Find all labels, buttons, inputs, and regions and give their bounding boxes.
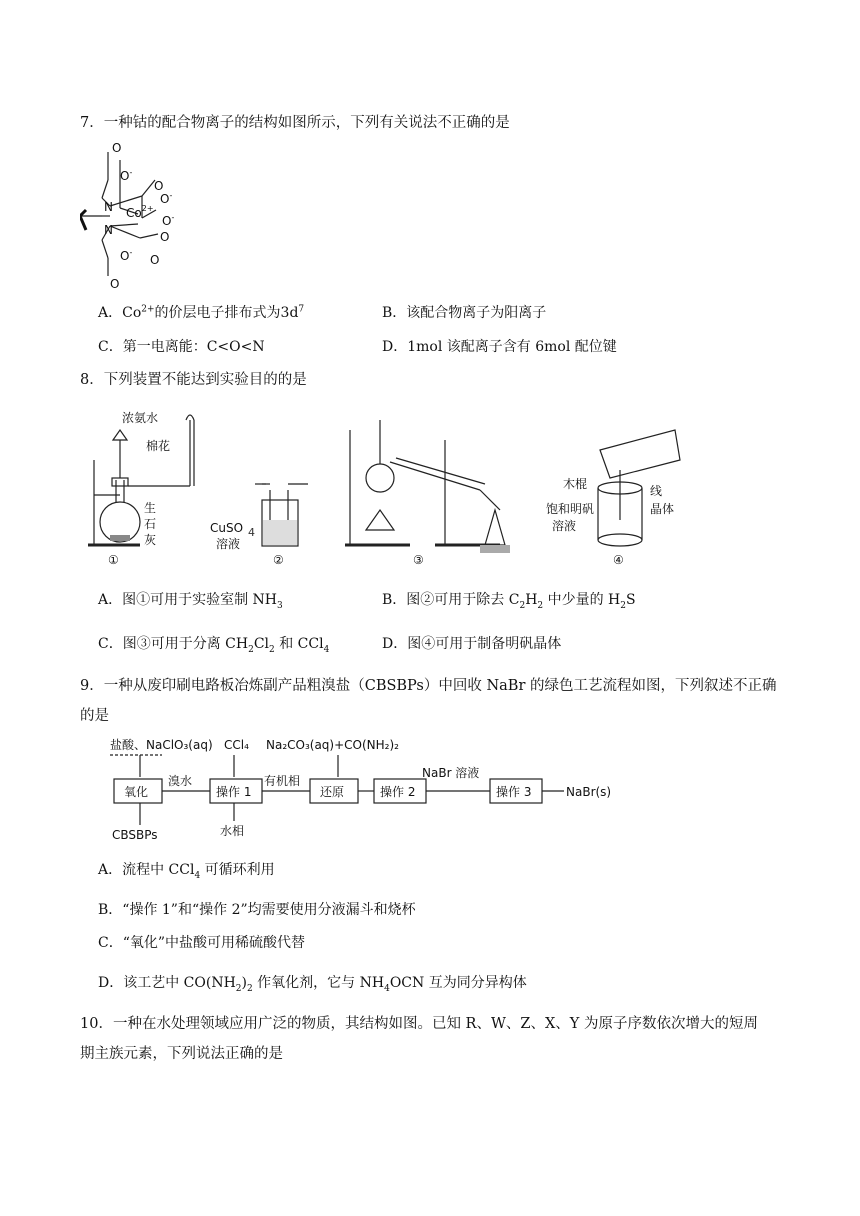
q8-option-c[interactable]: C．图③可用于分离 $CH_2Cl_2$ 和 CCl$_4$ (98, 636, 330, 655)
svg-text:O: O (110, 277, 120, 291)
q9-flow-chart (110, 735, 630, 845)
svg-text:CBSBPs: CBSBPs (112, 828, 158, 842)
svg-text:CCl₄: CCl₄ (224, 738, 249, 752)
svg-text:Na₂CO₃(aq)+CO(NH₂)₂: Na₂CO₃(aq)+CO(NH₂)₂ (266, 738, 399, 752)
svg-text:生: 生 (144, 501, 157, 515)
q8-option-b[interactable]: B．图②可用于除去 $C_2H_2$ 中少量的 $H_2S$ (382, 592, 636, 611)
q9-option-a[interactable]: A．流程中 CCl$_4$ 可循环利用 (98, 862, 275, 881)
svg-text:木棍: 木棍 (563, 477, 588, 491)
svg-text:②: ② (273, 553, 284, 567)
q10-stem-line1: 10．一种在水处理领域应用广泛的物质，其结构如图。已知 R、W、Z、X、Y 为原子序数依次增大的短周 (80, 1016, 758, 1032)
q9-option-d[interactable]: D．该工艺中 $CO(NH_2)_2$ 作氧化剂，它与 $NH_4OCN$ 互为同分异构体 (98, 975, 527, 994)
q7-option-a[interactable]: A．$Co^{2+}$的价层电子排布式为$3d^7$ (98, 304, 305, 321)
q7-option-d[interactable]: D．1mol 该配离子含有 6mol 配位键 (382, 339, 617, 355)
svg-text:操作 3: 操作 3 (496, 785, 532, 799)
svg-text:灰: 灰 (144, 533, 157, 547)
svg-text:③: ③ (413, 553, 424, 567)
q9-option-c[interactable]: C．“氧化”中盐酸可用稀硫酸代替 (98, 935, 306, 951)
svg-text:还原: 还原 (320, 785, 345, 799)
svg-text:水相: 水相 (220, 824, 245, 838)
q7-option-c[interactable]: C．第一电离能：C<O<N (98, 339, 265, 355)
svg-text:操作 2: 操作 2 (380, 785, 416, 799)
q7-stem: 7．一种钴的配合物离子的结构如图所示，下列有关说法不正确的是 (80, 115, 510, 131)
label-cotton: 棉花 (146, 439, 171, 453)
svg-text:N: N (104, 223, 113, 237)
svg-text:4: 4 (248, 526, 255, 539)
svg-text:有机相: 有机相 (264, 774, 301, 788)
q8-option-d[interactable]: D．图④可用于制备明矾晶体 (382, 636, 562, 652)
svg-text:石: 石 (144, 517, 157, 531)
svg-text:O: O (150, 253, 160, 267)
q8-stem: 8．下列装置不能达到实验目的的是 (80, 372, 307, 388)
svg-text:饱和明矾: 饱和明矾 (546, 502, 595, 516)
svg-text:操作 1: 操作 1 (216, 785, 252, 799)
svg-text:N: N (104, 200, 113, 214)
svg-text:晶体: 晶体 (650, 502, 675, 516)
atom-o-top: O (112, 141, 122, 155)
q9-stem-line1: 9．一种从废印刷电路板冶炼副产品粗溴盐（CBSBPs）中回收 NaBr 的绿色工艺流程如图，下列叙述不正确 (80, 678, 777, 694)
svg-text:O: O (160, 230, 170, 244)
q8-apparatus-figure (80, 400, 690, 570)
svg-text:NaBr 溶液: NaBr 溶液 (422, 766, 480, 780)
svg-text:溶液: 溶液 (552, 519, 577, 533)
svg-text:溴水: 溴水 (168, 774, 193, 788)
svg-text:O: O (154, 179, 164, 193)
svg-text:O-: O- (120, 168, 133, 183)
svg-text:O-: O- (162, 213, 175, 228)
svg-text:NaBr(s): NaBr(s) (566, 785, 612, 799)
svg-text:①: ① (108, 553, 119, 567)
label-ammonia: 浓氨水 (122, 411, 159, 425)
q10-stem-line2: 期主族元素，下列说法正确的是 (80, 1046, 283, 1062)
svg-text:线: 线 (650, 484, 663, 498)
svg-text:O-: O- (160, 191, 173, 206)
q9-option-b[interactable]: B．“操作 1”和“操作 2”均需要使用分液漏斗和烧杯 (98, 902, 416, 918)
svg-text:O-: O- (120, 248, 133, 263)
svg-text:④: ④ (613, 553, 624, 567)
cobalt-center: $Co^{2+}$ (126, 204, 154, 220)
svg-text:溶液: 溶液 (216, 537, 241, 551)
cobalt-complex-structure (80, 140, 200, 292)
svg-text:盐酸、NaClO₃(aq): 盐酸、NaClO₃(aq) (110, 738, 213, 752)
svg-text:CuSO: CuSO (210, 521, 244, 535)
q9-stem-line2: 的是 (80, 708, 109, 724)
q8-option-a[interactable]: A．图①可用于实验室制 $NH_3$ (98, 592, 283, 611)
svg-text:氧化: 氧化 (124, 785, 149, 799)
q7-option-b[interactable]: B．该配合物离子为阳离子 (382, 305, 547, 321)
